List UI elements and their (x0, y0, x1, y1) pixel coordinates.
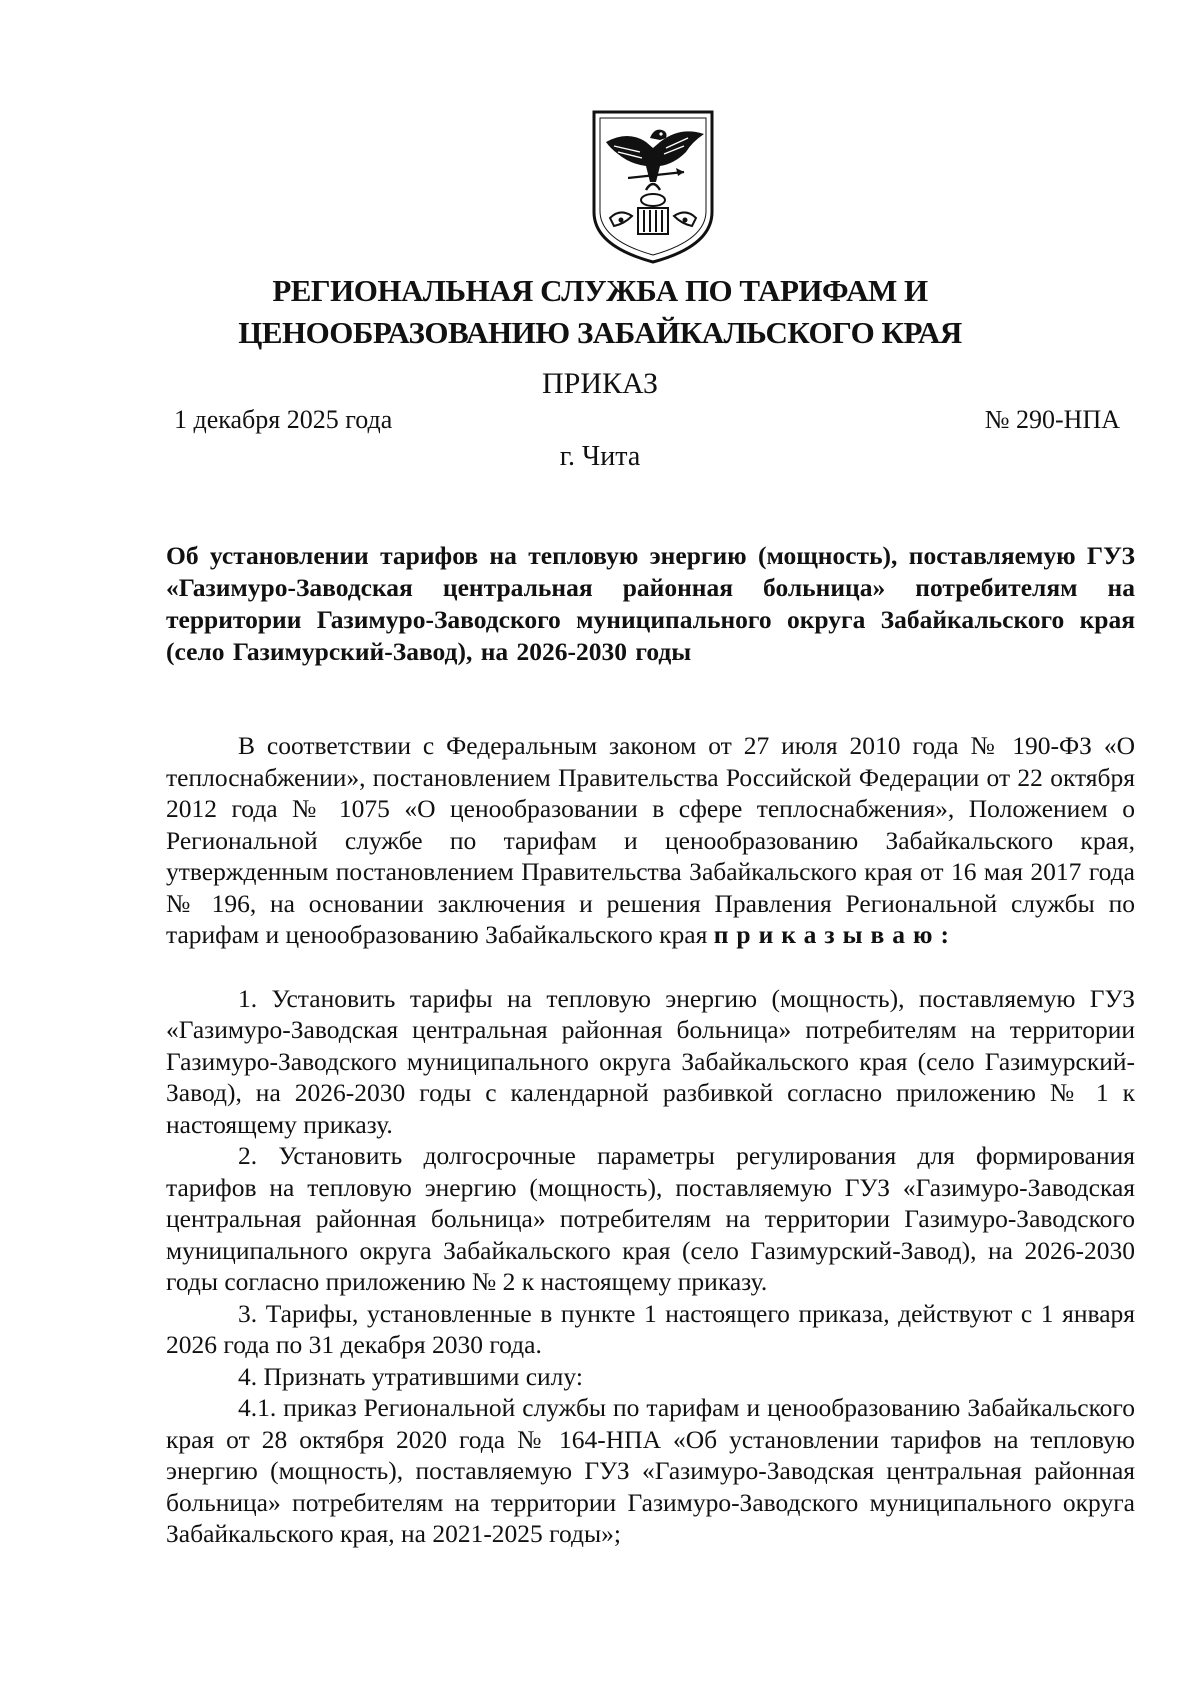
document-type: ПРИКАЗ (542, 367, 658, 400)
organization-title-line-1: РЕГИОНАЛЬНАЯ СЛУЖБА ПО ТАРИФАМ И (272, 273, 928, 308)
item-2: 2. Установить долгосрочные параметры регулирования для формирования тарифов на тепловую энергию (мощность), поставляемую ГУЗ «Газимуро-Заводская центральная районная больница» потребителям на территории Газимуро-Заводского муниципального округа Забайкальского края (село Газимурский-Завод), на 2026-2030 годы согласно приложению № 2 к настоящему приказу. (166, 1141, 1135, 1296)
order-date: 1 декабря 2025 года (174, 405, 393, 434)
organization-title-line-2: ЦЕНООБРАЗОВАНИЮ ЗАБАЙКАЛЬСКОГО КРАЯ (238, 315, 962, 350)
order-number: № 290-НПА (984, 405, 1120, 434)
order-city: г. Чита (559, 441, 641, 472)
organization-title (150, 270, 1050, 354)
item-3: 3. Тарифы, установленные в пункте 1 настоящего приказа, действуют с 1 января 2026 года по 31 декабря 2030 года. (166, 1298, 1135, 1359)
order-directive: приказываю: (713, 920, 957, 949)
coat-of-arms-icon (588, 108, 718, 266)
preamble-text: В соответствии с Федеральным законом от 27 июля 2010 года № 190-ФЗ «О теплоснабжении», постановлением Правительства Российской Федерации от 22 октября 2012 года № 1075 «О ценообразовании в сфере теплоснабжения», Положением о Региональной службе по тарифам и ценообразованию Забайкальского края, утвержденным постановлением Правительства Забайкальского края от 16 мая 2017 года № 196, на основании заключения и решения Правления Региональной службы по тарифам и ценообразованию Забайкальского края (166, 731, 1135, 949)
item-4: 4. Признать утратившими силу: (238, 1361, 583, 1391)
order-subject: Об установлении тарифов на тепловую энергию (мощность), поставляемую ГУЗ «Газимуро-Заводская центральная районная больница» потребителям на территории Газимуро-Заводского муниципального округа Забайкальского края (село Газимурский-Завод), на 2026-2030 годы (166, 541, 1135, 666)
preamble-paragraph (166, 730, 1135, 951)
order-body (166, 730, 1135, 1550)
item-1: 1. Установить тарифы на тепловую энергию (мощность), поставляемую ГУЗ «Газимуро-Заводская центральная районная больница» потребителям на территории Газимуро-Заводского муниципального округа Забайкальского края (село Газимурский-Завод), на 2026-2030 годы с календарной разбивкой согласно приложению № 1 к настоящему приказу. (166, 983, 1135, 1139)
item-4-1: 4.1. приказ Региональной службы по тарифам и ценообразованию Забайкальского края от 28 октября 2020 года № 164-НПА «Об установлении тарифов на тепловую энергию (мощность), поставляемую ГУЗ «Газимуро-Заводская центральная районная больница» потребителям на территории Газимуро-Заводского муниципального округа Забайкальского края, на 2021-2025 годы»; (166, 1393, 1135, 1548)
